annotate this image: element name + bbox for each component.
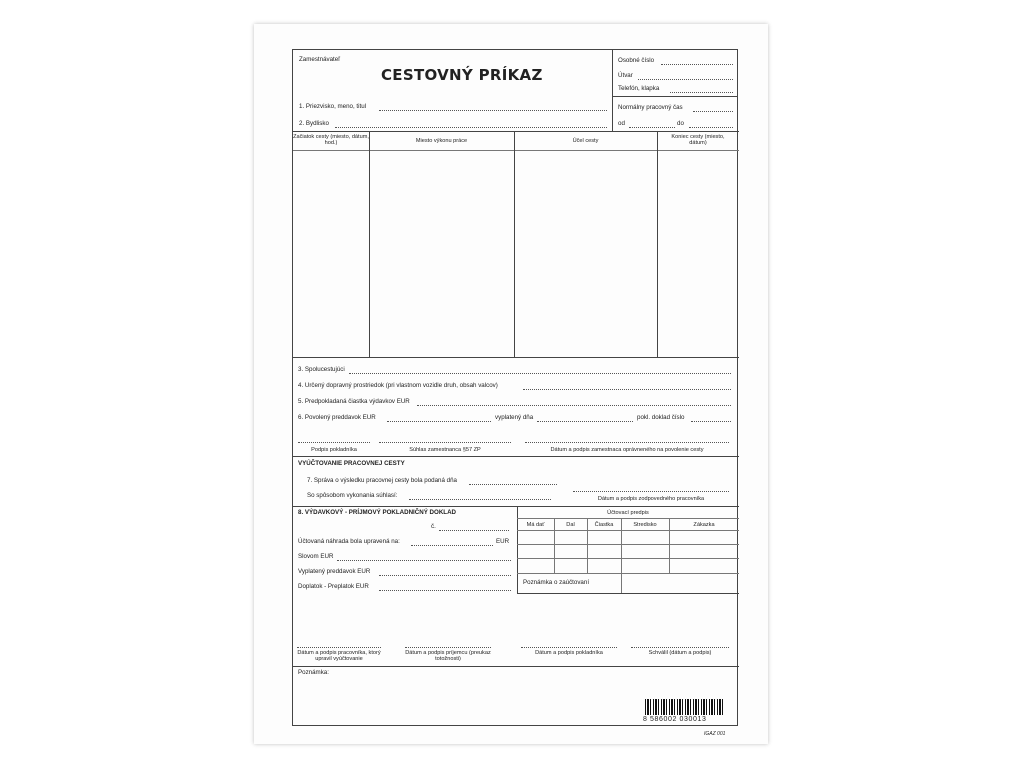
balance-label: Doplatok - Preplatok EUR	[298, 583, 369, 590]
barcode-number: 8 586002 030013	[643, 716, 707, 723]
advance-label: 6. Povolený preddavok EUR	[298, 414, 376, 421]
from-field[interactable]	[629, 127, 675, 128]
cash-doc-label: pokl. doklad číslo	[637, 414, 685, 421]
transport-field[interactable]	[523, 389, 731, 390]
trip-start-cell[interactable]	[293, 151, 369, 357]
report-label: 7. Správa o výsledku pracovnej cesty bola podaná dňa	[307, 477, 457, 484]
name-field[interactable]	[379, 110, 607, 111]
trip-end-cell[interactable]	[658, 151, 738, 357]
acc-col-credit: Dal	[566, 522, 575, 528]
settlement-heading: VYÚČTOVANIE PRACOVNEJ CESTY	[298, 460, 405, 467]
approved-signature: Schválil (dátum a podpis)	[648, 650, 712, 656]
recipient-signature: Dátum a podpis príjemcu (preukaz totožnosti)	[405, 650, 491, 663]
responsible-signature: Dátum a podpis zodpovedného pracovníka	[597, 496, 705, 502]
acc-col-order: Zákazka	[693, 522, 715, 528]
form-title: CESTOVNÝ PRÍKAZ	[381, 66, 543, 84]
adjusted-eur: EUR	[496, 538, 510, 545]
form-code: IGAZ 001	[704, 731, 726, 737]
companions-field[interactable]	[349, 373, 731, 374]
voucher-heading: 8. VÝDAVKOVÝ - PRÍJMOVÝ POKLADNIČNÝ DOKLAD	[298, 509, 457, 516]
expected-amount-field[interactable]	[417, 405, 731, 406]
trip-purpose-header: Účel cesty	[572, 138, 599, 144]
address-label: 2. Bydlisko	[299, 120, 329, 127]
work-place-cell[interactable]	[370, 151, 514, 357]
to-label: do	[677, 120, 684, 127]
transport-label: 4. Určený dopravný prostriedok (pri vlastnom vozidle druh, obsah valcov)	[298, 382, 498, 389]
department-field[interactable]	[638, 79, 733, 80]
words-field[interactable]	[337, 560, 511, 561]
work-place-header: Miesto výkonu práce	[415, 138, 468, 144]
note-field[interactable]	[333, 668, 633, 724]
barcode	[645, 699, 723, 715]
voucher-number-field[interactable]	[439, 530, 509, 531]
working-hours-label: Normálny pracovný čas	[618, 104, 683, 111]
working-hours-field[interactable]	[693, 111, 733, 112]
method-field[interactable]	[409, 499, 551, 500]
accounting-note-label: Poznámka o zaúčtovaní	[523, 579, 590, 586]
acc-col-center: Stredisko	[633, 522, 657, 528]
report-date-field[interactable]	[469, 484, 557, 485]
cashier-signature-top: Podpis pokladníka	[311, 447, 357, 453]
advance-field[interactable]	[387, 421, 491, 422]
trip-purpose-cell[interactable]	[515, 151, 657, 357]
travel-order-form	[292, 49, 738, 726]
expected-amount-label: 5. Predpokladaná čiastka výdavkov EUR	[298, 398, 410, 405]
adjusted-label: Účtovaná náhrada bola upravená na:	[298, 538, 400, 545]
personal-number-label: Osobné číslo	[618, 57, 655, 64]
trip-start-header: Začiatok cesty (miesto, dátum, hod.)	[293, 134, 369, 147]
authorized-signature: Dátum a podpis zamestnaca oprávneného na povolenie cesty	[550, 447, 704, 453]
method-label: So spôsobom vykonania súhlasí:	[307, 492, 398, 499]
balance-field[interactable]	[379, 590, 511, 591]
phone-field[interactable]	[670, 92, 733, 93]
note-label: Poznámka:	[298, 669, 329, 676]
employer-label: Zamestnávateľ	[299, 56, 341, 63]
personal-number-field[interactable]	[661, 64, 733, 65]
from-label: od	[618, 120, 625, 127]
voucher-number-label: č.	[431, 523, 436, 530]
paid-advance-label: Vyplatený preddavok EUR	[298, 568, 371, 575]
name-label: 1. Priezvisko, meno, titul	[299, 103, 367, 110]
paid-on-label: vyplatený dňa	[495, 414, 534, 421]
paid-on-field[interactable]	[537, 421, 633, 422]
to-field[interactable]	[689, 127, 733, 128]
consent-signature: Súhlas zamestnanca §57 ZP	[409, 447, 481, 453]
phone-label: Telefón, klapka	[618, 85, 660, 92]
companions-label: 3. Spolucestujúci	[298, 366, 345, 373]
cash-doc-field[interactable]	[691, 421, 731, 422]
acc-col-debit: Má dať	[526, 522, 545, 528]
settler-signature: Dátum a podpis pracovníka, ktorý upravil vyúčtovanie	[297, 650, 381, 663]
paid-advance-field[interactable]	[379, 575, 511, 576]
trip-end-header: Koniec cesty (miesto, dátum)	[671, 134, 725, 147]
acc-col-amount: Čiastka	[594, 522, 614, 528]
words-label: Slovom EUR	[298, 553, 334, 560]
accounting-title: Účtovací predpis	[607, 510, 649, 516]
department-label: Útvar	[618, 72, 633, 79]
adjusted-field[interactable]	[411, 545, 493, 546]
address-field[interactable]	[335, 127, 607, 128]
cashier-signature-bottom: Dátum a podpis pokladníka	[535, 650, 603, 656]
